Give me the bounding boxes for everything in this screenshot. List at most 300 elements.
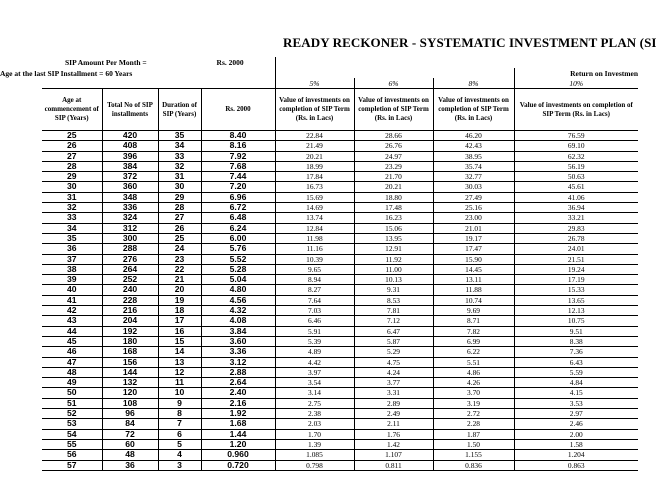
cell-amount: 0.720: [201, 460, 275, 470]
cell-installments: 96: [102, 409, 158, 419]
header-value-8: Value of investments on completion of SIP Term (Rs. in Lacs): [433, 89, 514, 131]
cell-value-5: 7.03: [275, 306, 354, 316]
cell-amount: 1.92: [201, 409, 275, 419]
cell-value-8: 0.836: [433, 460, 514, 470]
cell-age: 56: [42, 450, 102, 460]
cell-value-10: 29.83: [514, 223, 638, 233]
cell-value-5: 3.14: [275, 388, 354, 398]
cell-value-8: 3.19: [433, 398, 514, 408]
table-row: [42, 213, 638, 223]
table-row: [42, 264, 638, 274]
cell-duration: 33: [158, 151, 201, 161]
cell-value-8: 30.03: [433, 182, 514, 192]
cell-value-5: 5.39: [275, 336, 354, 346]
cell-value-6: 28.66: [354, 131, 433, 141]
cell-installments: 360: [102, 182, 158, 192]
cell-duration: 24: [158, 244, 201, 254]
cell-installments: 204: [102, 316, 158, 326]
cell-value-10: 8.38: [514, 336, 638, 346]
cell-value-5: 4.42: [275, 357, 354, 367]
table-row: [42, 141, 638, 151]
cell-value-5: 10.39: [275, 254, 354, 264]
cell-value-10: 4.84: [514, 378, 638, 388]
cell-value-6: 7.12: [354, 316, 433, 326]
cell-value-10: 21.51: [514, 254, 638, 264]
table-body: [42, 131, 638, 471]
cell-amount: 3.60: [201, 336, 275, 346]
cell-value-5: 0.798: [275, 460, 354, 470]
cell-installments: 420: [102, 131, 158, 141]
age-last-label: Age at the last SIP Installment = 60 Years: [0, 68, 133, 78]
cell-value-5: 7.64: [275, 295, 354, 305]
table-row: [42, 244, 638, 254]
cell-installments: 132: [102, 378, 158, 388]
table-row: [42, 295, 638, 305]
cell-installments: 288: [102, 244, 158, 254]
cell-value-8: 46.20: [433, 131, 514, 141]
rate-5: 5%: [275, 78, 354, 89]
cell-duration: 20: [158, 285, 201, 295]
cell-amount: 6.72: [201, 203, 275, 213]
cell-value-10: 3.53: [514, 398, 638, 408]
cell-amount: 5.76: [201, 244, 275, 254]
cell-age: 41: [42, 295, 102, 305]
cell-duration: 32: [158, 161, 201, 171]
cell-value-10: 33.21: [514, 213, 638, 223]
cell-value-10: 6.43: [514, 357, 638, 367]
cell-duration: 35: [158, 131, 201, 141]
cell-value-10: 13.65: [514, 295, 638, 305]
rate-6: 6%: [354, 78, 433, 89]
cell-installments: 324: [102, 213, 158, 223]
cell-value-8: 6.99: [433, 336, 514, 346]
header-amount: Rs. 2000: [201, 89, 275, 131]
cell-amount: 1.68: [201, 419, 275, 429]
cell-value-8: 19.17: [433, 233, 514, 243]
cell-value-5: 3.54: [275, 378, 354, 388]
cell-installments: 60: [102, 439, 158, 449]
cell-value-5: 17.84: [275, 172, 354, 182]
cell-amount: 3.12: [201, 357, 275, 367]
cell-age: 49: [42, 378, 102, 388]
cell-value-10: 41.06: [514, 192, 638, 202]
table-row: [42, 161, 638, 171]
cell-value-8: 1.155: [433, 450, 514, 460]
cell-duration: 9: [158, 398, 201, 408]
cell-installments: 120: [102, 388, 158, 398]
table-row: [42, 131, 638, 141]
cell-age: 38: [42, 264, 102, 274]
cell-value-6: 8.53: [354, 295, 433, 305]
cell-duration: 25: [158, 233, 201, 243]
cell-value-5: 22.84: [275, 131, 354, 141]
cell-value-6: 2.49: [354, 409, 433, 419]
cell-amount: 0.960: [201, 450, 275, 460]
cell-age: 34: [42, 223, 102, 233]
rates-row: [42, 78, 638, 89]
cell-value-5: 6.46: [275, 316, 354, 326]
cell-duration: 30: [158, 182, 201, 192]
cell-value-5: 8.94: [275, 275, 354, 285]
cell-duration: 3: [158, 460, 201, 470]
cell-installments: 300: [102, 233, 158, 243]
cell-value-10: 56.19: [514, 161, 638, 171]
cell-duration: 5: [158, 439, 201, 449]
cell-installments: 156: [102, 357, 158, 367]
cell-value-10: 26.78: [514, 233, 638, 243]
cell-value-10: 5.59: [514, 367, 638, 377]
cell-value-10: 10.75: [514, 316, 638, 326]
cell-value-8: 42.43: [433, 141, 514, 151]
cell-value-8: 7.82: [433, 326, 514, 336]
cell-value-6: 16.23: [354, 213, 433, 223]
cell-installments: 192: [102, 326, 158, 336]
cell-value-6: 1.107: [354, 450, 433, 460]
cell-value-5: 2.03: [275, 419, 354, 429]
cell-installments: 48: [102, 450, 158, 460]
cell-age: 50: [42, 388, 102, 398]
cell-value-10: 15.33: [514, 285, 638, 295]
cell-value-6: 3.77: [354, 378, 433, 388]
cell-age: 32: [42, 203, 102, 213]
cell-age: 53: [42, 419, 102, 429]
cell-value-6: 9.31: [354, 285, 433, 295]
cell-value-6: 5.29: [354, 347, 433, 357]
cell-installments: 72: [102, 429, 158, 439]
cell-value-10: 2.46: [514, 419, 638, 429]
cell-value-6: 6.47: [354, 326, 433, 336]
cell-age: 51: [42, 398, 102, 408]
table-row: [42, 182, 638, 192]
cell-value-5: 16.73: [275, 182, 354, 192]
cell-duration: 7: [158, 419, 201, 429]
cell-amount: 7.20: [201, 182, 275, 192]
cell-value-5: 1.70: [275, 429, 354, 439]
cell-age: 40: [42, 285, 102, 295]
cell-age: 31: [42, 192, 102, 202]
cell-value-6: 11.00: [354, 264, 433, 274]
cell-value-8: 13.11: [433, 275, 514, 285]
cell-duration: 18: [158, 306, 201, 316]
cell-amount: 6.48: [201, 213, 275, 223]
cell-value-10: 17.19: [514, 275, 638, 285]
cell-amount: 2.88: [201, 367, 275, 377]
header-duration: Duration of SIP (Years): [158, 89, 201, 131]
cell-value-5: 4.89: [275, 347, 354, 357]
cell-age: 55: [42, 439, 102, 449]
cell-value-6: 5.87: [354, 336, 433, 346]
cell-value-8: 25.16: [433, 203, 514, 213]
cell-value-5: 18.99: [275, 161, 354, 171]
cell-value-10: 9.51: [514, 326, 638, 336]
cell-value-6: 23.29: [354, 161, 433, 171]
table-row: [42, 223, 638, 233]
cell-age: 30: [42, 182, 102, 192]
cell-amount: 4.56: [201, 295, 275, 305]
cell-value-6: 2.89: [354, 398, 433, 408]
cell-installments: 252: [102, 275, 158, 285]
cell-value-5: 1.085: [275, 450, 354, 460]
header-value-10: Value of investments on completion of SIP Term (Rs. in Lacs): [514, 89, 638, 131]
sip-table: [0, 57, 638, 471]
cell-value-6: 17.48: [354, 203, 433, 213]
cell-duration: 13: [158, 357, 201, 367]
cell-value-8: 2.28: [433, 419, 514, 429]
cell-value-8: 21.01: [433, 223, 514, 233]
cell-value-10: 45.61: [514, 182, 638, 192]
table-row: [42, 409, 638, 419]
cell-amount: 8.16: [201, 141, 275, 151]
cell-value-8: 5.51: [433, 357, 514, 367]
cell-amount: 7.92: [201, 151, 275, 161]
cell-age: 48: [42, 367, 102, 377]
table-row: [42, 172, 638, 182]
cell-installments: 348: [102, 192, 158, 202]
column-header-row: [42, 89, 638, 131]
cell-value-5: 11.98: [275, 233, 354, 243]
cell-value-10: 4.15: [514, 388, 638, 398]
table-row: [42, 367, 638, 377]
cell-duration: 8: [158, 409, 201, 419]
table-row: [42, 450, 638, 460]
cell-amount: 7.44: [201, 172, 275, 182]
cell-value-5: 2.75: [275, 398, 354, 408]
table-row: [42, 439, 638, 449]
return-label: Return on Investmen: [514, 68, 638, 78]
table-row: [42, 398, 638, 408]
cell-duration: 23: [158, 254, 201, 264]
cell-value-6: 1.42: [354, 439, 433, 449]
table-row: [42, 419, 638, 429]
cell-value-6: 26.76: [354, 141, 433, 151]
cell-amount: 8.40: [201, 131, 275, 141]
cell-value-10: 36.94: [514, 203, 638, 213]
cell-age: 26: [42, 141, 102, 151]
cell-value-6: 3.31: [354, 388, 433, 398]
cell-amount: 3.36: [201, 347, 275, 357]
cell-value-8: 38.95: [433, 151, 514, 161]
cell-value-5: 3.97: [275, 367, 354, 377]
cell-value-6: 0.811: [354, 460, 433, 470]
cell-value-5: 15.69: [275, 192, 354, 202]
cell-value-8: 2.72: [433, 409, 514, 419]
cell-installments: 84: [102, 419, 158, 429]
cell-value-5: 5.91: [275, 326, 354, 336]
cell-value-10: 50.63: [514, 172, 638, 182]
cell-value-5: 21.49: [275, 141, 354, 151]
cell-installments: 144: [102, 367, 158, 377]
cell-value-6: 20.21: [354, 182, 433, 192]
cell-value-8: 4.86: [433, 367, 514, 377]
cell-value-8: 9.69: [433, 306, 514, 316]
cell-value-5: 8.27: [275, 285, 354, 295]
cell-duration: 11: [158, 378, 201, 388]
cell-age: 57: [42, 460, 102, 470]
cell-value-6: 15.06: [354, 223, 433, 233]
cell-age: 43: [42, 316, 102, 326]
table-row: [42, 306, 638, 316]
cell-value-10: 12.13: [514, 306, 638, 316]
table-row: [42, 192, 638, 202]
cell-installments: 228: [102, 295, 158, 305]
cell-value-8: 3.70: [433, 388, 514, 398]
cell-age: 35: [42, 233, 102, 243]
table-row: [42, 326, 638, 336]
header-value-5: Value of investments on completion of SIP Term (Rs. in Lacs): [275, 89, 354, 131]
sip-amount-row: [42, 57, 638, 68]
cell-duration: 16: [158, 326, 201, 336]
cell-amount: 6.24: [201, 223, 275, 233]
header-installments: Total No of SIP installments: [102, 89, 158, 131]
cell-value-6: 13.95: [354, 233, 433, 243]
cell-installments: 276: [102, 254, 158, 264]
cell-value-10: 62.32: [514, 151, 638, 161]
cell-value-5: 20.21: [275, 151, 354, 161]
cell-amount: 2.64: [201, 378, 275, 388]
cell-amount: 6.96: [201, 192, 275, 202]
cell-installments: 336: [102, 203, 158, 213]
cell-age: 44: [42, 326, 102, 336]
cell-age: 45: [42, 336, 102, 346]
cell-value-5: 14.69: [275, 203, 354, 213]
table-row: [42, 254, 638, 264]
cell-value-8: 8.71: [433, 316, 514, 326]
cell-age: 52: [42, 409, 102, 419]
cell-installments: 264: [102, 264, 158, 274]
cell-duration: 26: [158, 223, 201, 233]
sip-amount-value: Rs. 2000: [216, 58, 244, 67]
cell-age: 36: [42, 244, 102, 254]
cell-duration: 28: [158, 203, 201, 213]
cell-value-10: 7.36: [514, 347, 638, 357]
table-row: [42, 347, 638, 357]
cell-value-5: 12.84: [275, 223, 354, 233]
cell-value-8: 23.00: [433, 213, 514, 223]
cell-value-10: 19.24: [514, 264, 638, 274]
table-row: [42, 336, 638, 346]
table-row: [42, 151, 638, 161]
cell-installments: 180: [102, 336, 158, 346]
cell-amount: 2.40: [201, 388, 275, 398]
cell-duration: 15: [158, 336, 201, 346]
cell-age: 54: [42, 429, 102, 439]
cell-value-6: 2.11: [354, 419, 433, 429]
table-row: [42, 275, 638, 285]
cell-installments: 312: [102, 223, 158, 233]
cell-installments: 216: [102, 306, 158, 316]
cell-installments: 108: [102, 398, 158, 408]
cell-age: 27: [42, 151, 102, 161]
table-row: [42, 316, 638, 326]
cell-duration: 21: [158, 275, 201, 285]
rate-10: 10%: [514, 78, 638, 89]
cell-value-8: 4.26: [433, 378, 514, 388]
cell-value-5: 13.74: [275, 213, 354, 223]
cell-installments: 168: [102, 347, 158, 357]
cell-value-10: 76.59: [514, 131, 638, 141]
cell-age: 47: [42, 357, 102, 367]
cell-installments: 408: [102, 141, 158, 151]
cell-value-8: 17.47: [433, 244, 514, 254]
age-last-row: [42, 68, 638, 78]
cell-amount: 1.20: [201, 439, 275, 449]
cell-value-5: 9.65: [275, 264, 354, 274]
cell-value-8: 11.88: [433, 285, 514, 295]
page-title: READY RECKONER - SYSTEMATIC INVESTMENT PLAN (SI: [283, 35, 657, 50]
cell-value-5: 11.16: [275, 244, 354, 254]
table-row: [42, 460, 638, 470]
cell-duration: 31: [158, 172, 201, 182]
cell-value-10: 2.00: [514, 429, 638, 439]
cell-duration: 29: [158, 192, 201, 202]
cell-duration: 12: [158, 367, 201, 377]
cell-duration: 17: [158, 316, 201, 326]
cell-value-8: 15.90: [433, 254, 514, 264]
sip-amount-label: SIP Amount Per Month =: [65, 58, 147, 67]
cell-value-6: 1.76: [354, 429, 433, 439]
cell-value-10: 2.97: [514, 409, 638, 419]
cell-value-6: 7.81: [354, 306, 433, 316]
table-row: [42, 357, 638, 367]
cell-value-8: 27.49: [433, 192, 514, 202]
cell-amount: 6.00: [201, 233, 275, 243]
table-row: [42, 203, 638, 213]
cell-installments: 384: [102, 161, 158, 171]
ready-reckoner-sheet: [0, 57, 638, 472]
cell-value-8: 32.77: [433, 172, 514, 182]
cell-value-6: 4.75: [354, 357, 433, 367]
cell-installments: 372: [102, 172, 158, 182]
cell-age: 33: [42, 213, 102, 223]
cell-value-6: 12.91: [354, 244, 433, 254]
cell-duration: 10: [158, 388, 201, 398]
cell-age: 28: [42, 161, 102, 171]
cell-value-6: 11.92: [354, 254, 433, 264]
cell-amount: 2.16: [201, 398, 275, 408]
cell-value-10: 1.58: [514, 439, 638, 449]
header-age: Age at commencement of SIP (Years): [42, 89, 102, 131]
cell-value-6: 10.13: [354, 275, 433, 285]
table-row: [42, 285, 638, 295]
cell-value-8: 6.22: [433, 347, 514, 357]
cell-value-8: 14.45: [433, 264, 514, 274]
table-row: [42, 233, 638, 243]
cell-value-5: 2.38: [275, 409, 354, 419]
cell-value-8: 10.74: [433, 295, 514, 305]
cell-amount: 4.80: [201, 285, 275, 295]
cell-age: 29: [42, 172, 102, 182]
cell-value-10: 1.204: [514, 450, 638, 460]
cell-value-10: 24.01: [514, 244, 638, 254]
table-row: [42, 388, 638, 398]
cell-amount: 5.04: [201, 275, 275, 285]
cell-value-8: 1.50: [433, 439, 514, 449]
cell-value-8: 35.74: [433, 161, 514, 171]
cell-installments: 240: [102, 285, 158, 295]
cell-installments: 36: [102, 460, 158, 470]
cell-value-5: 1.39: [275, 439, 354, 449]
cell-installments: 396: [102, 151, 158, 161]
cell-amount: 4.32: [201, 306, 275, 316]
cell-duration: 22: [158, 264, 201, 274]
header-value-6: Value of investments on completion of SIP Term (Rs. in Lacs): [354, 89, 433, 131]
cell-amount: 5.52: [201, 254, 275, 264]
cell-amount: 7.68: [201, 161, 275, 171]
cell-value-10: 0.863: [514, 460, 638, 470]
cell-value-6: 21.70: [354, 172, 433, 182]
cell-age: 42: [42, 306, 102, 316]
cell-duration: 6: [158, 429, 201, 439]
